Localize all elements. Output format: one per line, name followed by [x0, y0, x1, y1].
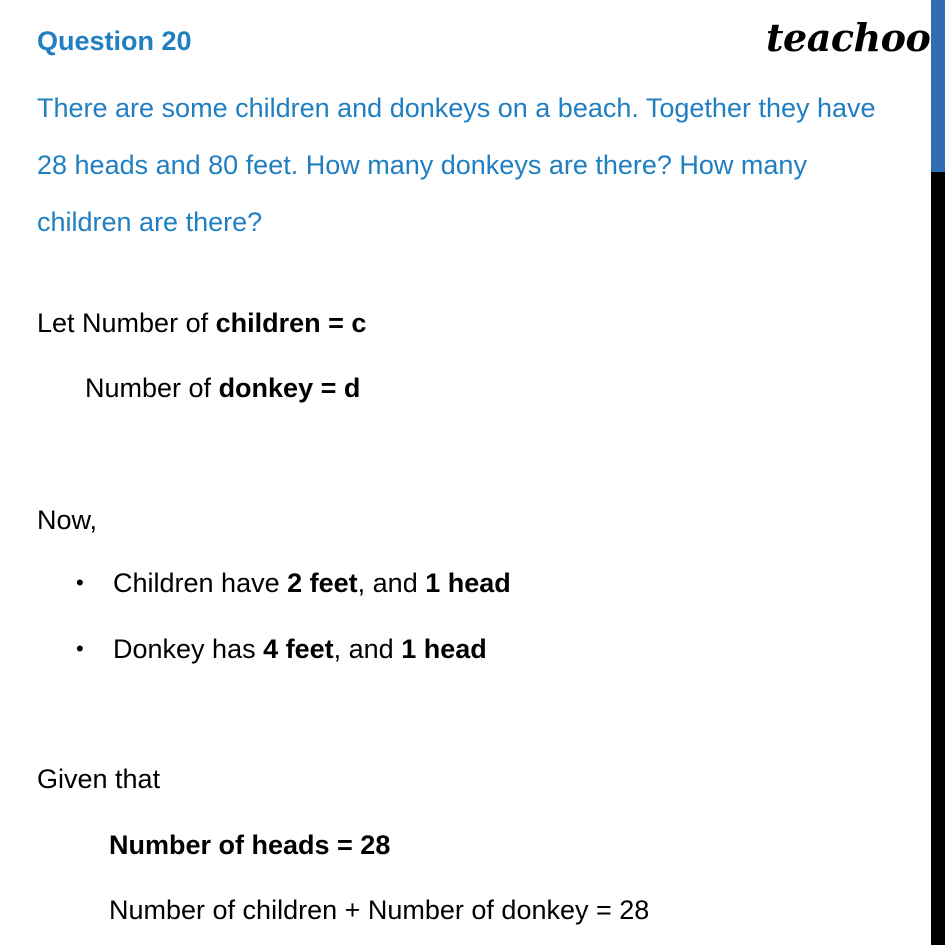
donkey-line: [85, 371, 360, 405]
given-label: Given that: [37, 764, 161, 794]
bullet-bold: 1 head: [425, 568, 511, 598]
heads-heading: Number of heads = 28: [109, 830, 391, 860]
bullet-text: , and: [333, 634, 402, 664]
bullet-text: Donkey has: [113, 634, 264, 664]
scrollbar-thumb[interactable]: [931, 0, 945, 172]
bullet-bold: 2 feet: [287, 568, 358, 598]
question-text: There are some children and donkeys on a beach. Together they have 28 heads and 80 feet. How many donkeys are there? How many children are there?: [37, 93, 876, 237]
bullet-text: , and: [357, 568, 426, 598]
bullet-children: [113, 566, 511, 600]
let-children-line: [37, 306, 366, 340]
bullet-marker: •: [76, 636, 84, 661]
bullet-text: Children have: [113, 568, 288, 598]
children-variable: children = c: [215, 308, 367, 338]
bullet-donkey: [113, 632, 487, 666]
donkey-variable: donkey = d: [218, 373, 361, 403]
bullet-bold: 4 feet: [263, 634, 334, 664]
now-label: Now,: [37, 505, 98, 535]
bullet-bold: 1 head: [401, 634, 487, 664]
donkey-prefix: Number of: [85, 373, 219, 403]
heads-equation: Number of children + Number of donkey = 28: [109, 895, 650, 925]
teachoo-logo[interactable]: teachoo: [766, 15, 931, 60]
bullet-marker: •: [76, 570, 84, 595]
question-title: Question 20: [37, 26, 192, 56]
let-children-prefix: Let Number of: [37, 308, 216, 338]
